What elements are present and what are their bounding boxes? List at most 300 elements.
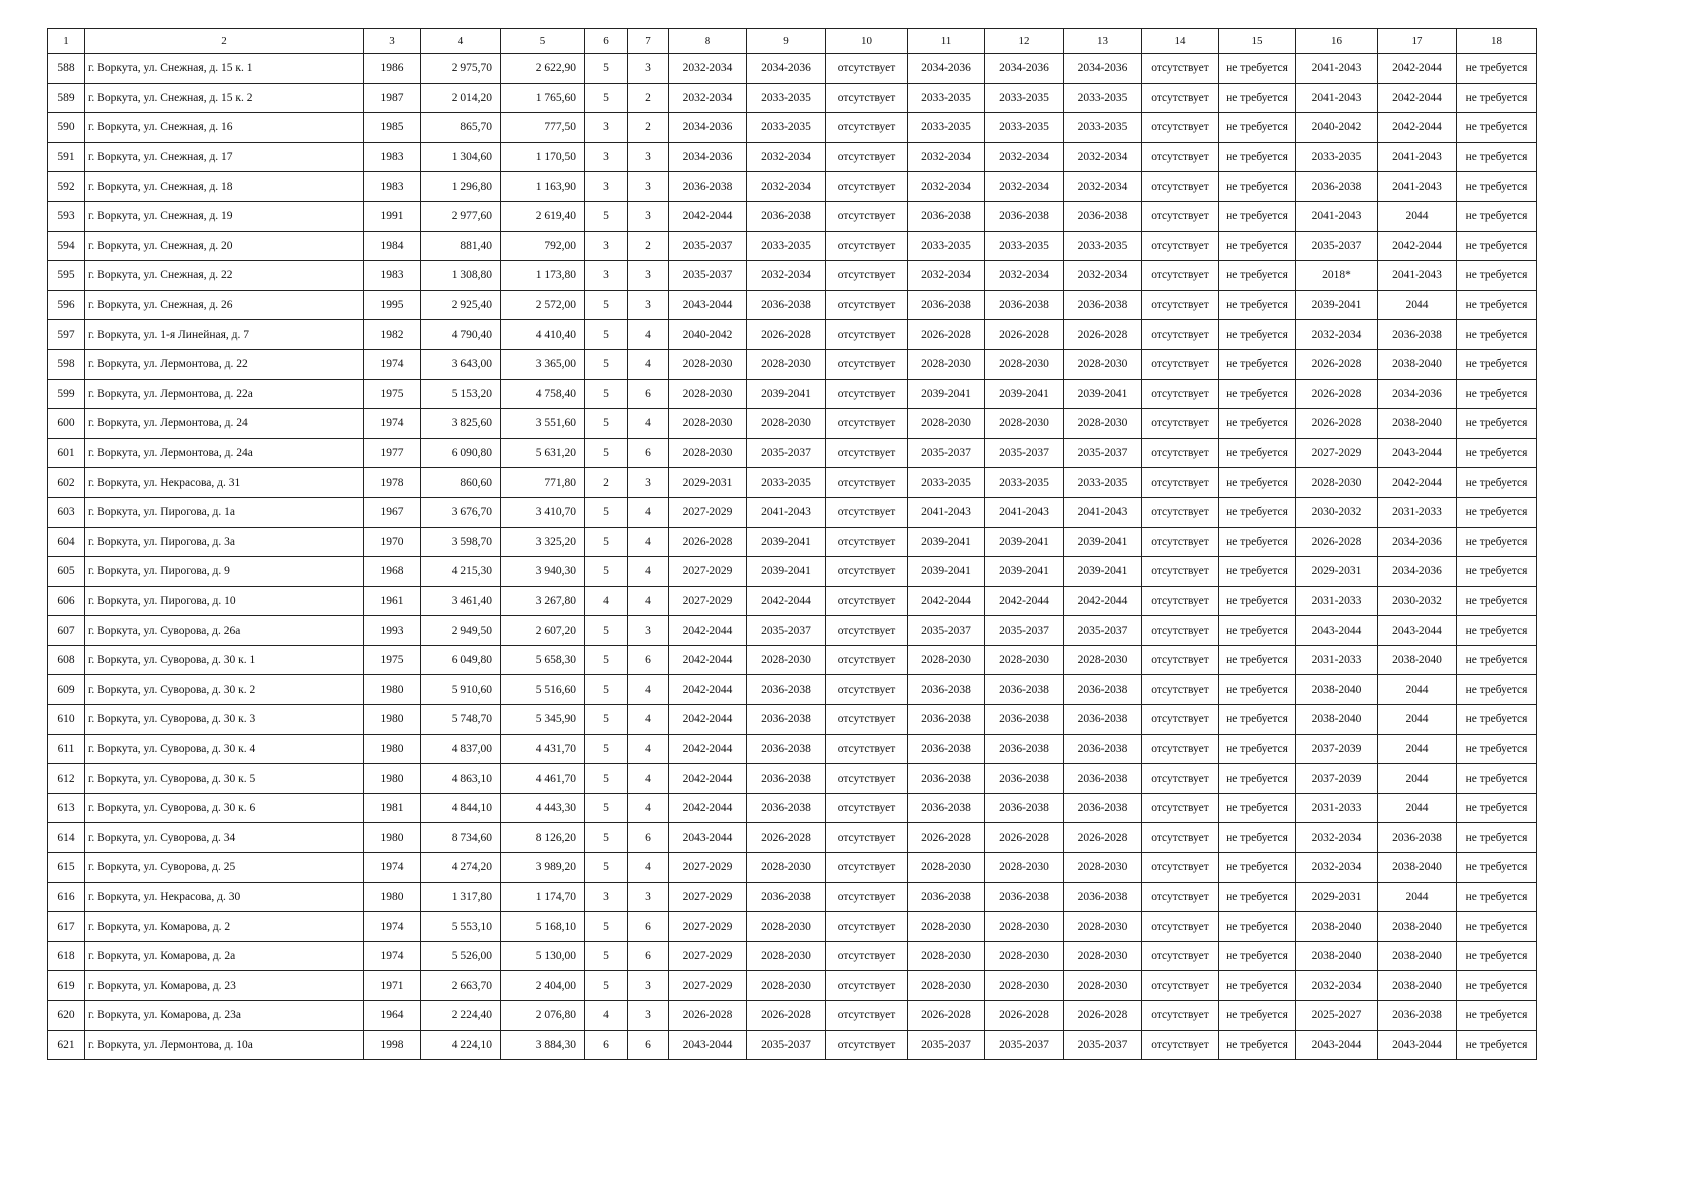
table-cell-col-15: не требуется bbox=[1219, 83, 1296, 113]
table-cell-col-6: 6 bbox=[585, 1030, 628, 1060]
table-cell-col-2: г. Воркута, ул. Снежная, д. 15 к. 2 bbox=[85, 83, 364, 113]
table-cell-col-4: 3 643,00 bbox=[421, 349, 501, 379]
table-cell-col-9: 2035-2037 bbox=[747, 1030, 826, 1060]
table-cell-col-7: 4 bbox=[628, 557, 669, 587]
table-cell-col-15: не требуется bbox=[1219, 645, 1296, 675]
table-cell-col-11: 2028-2030 bbox=[908, 941, 985, 971]
table-cell-col-18: не требуется bbox=[1457, 438, 1537, 468]
table-cell-col-2: г. Воркута, ул. Пирогова, д. 10 bbox=[85, 586, 364, 616]
table-cell-col-3: 1995 bbox=[364, 290, 421, 320]
table-cell-col-14: отсутствует bbox=[1142, 645, 1219, 675]
table-cell-col-5: 3 365,00 bbox=[501, 349, 585, 379]
table-cell-col-12: 2033-2035 bbox=[985, 468, 1064, 498]
table-cell-col-18: не требуется bbox=[1457, 853, 1537, 883]
table-cell-col-16: 2032-2034 bbox=[1296, 853, 1378, 883]
table-cell-col-2: г. Воркута, ул. Снежная, д. 22 bbox=[85, 261, 364, 291]
table-cell-col-16: 2026-2028 bbox=[1296, 379, 1378, 409]
table-cell-col-4: 2 925,40 bbox=[421, 290, 501, 320]
table-cell-col-6: 5 bbox=[585, 734, 628, 764]
table-cell-col-12: 2028-2030 bbox=[985, 349, 1064, 379]
table-cell-col-17: 2044 bbox=[1378, 201, 1457, 231]
table-cell-col-1: 615 bbox=[48, 853, 85, 883]
table-cell-col-14: отсутствует bbox=[1142, 853, 1219, 883]
table-cell-col-2: г. Воркута, ул. Суворова, д. 30 к. 3 bbox=[85, 705, 364, 735]
table-cell-col-8: 2027-2029 bbox=[669, 882, 747, 912]
table-cell-col-6: 5 bbox=[585, 705, 628, 735]
table-cell-col-10: отсутствует bbox=[826, 1030, 908, 1060]
table-cell-col-17: 2036-2038 bbox=[1378, 1001, 1457, 1031]
table-cell-col-2: г. Воркута, ул. Лермонтова, д. 24а bbox=[85, 438, 364, 468]
table-cell-col-7: 3 bbox=[628, 290, 669, 320]
table-cell-col-18: не требуется bbox=[1457, 941, 1537, 971]
table-cell-col-5: 4 758,40 bbox=[501, 379, 585, 409]
table-cell-col-16: 2041-2043 bbox=[1296, 201, 1378, 231]
table-cell-col-12: 2036-2038 bbox=[985, 764, 1064, 794]
table-cell-col-1: 616 bbox=[48, 882, 85, 912]
table-cell-col-8: 2043-2044 bbox=[669, 290, 747, 320]
table-cell-col-4: 4 215,30 bbox=[421, 557, 501, 587]
table-cell-col-16: 2032-2034 bbox=[1296, 971, 1378, 1001]
table-cell-col-13: 2028-2030 bbox=[1064, 941, 1142, 971]
table-cell-col-3: 1981 bbox=[364, 793, 421, 823]
table-cell-col-1: 588 bbox=[48, 54, 85, 84]
table-cell-col-9: 2036-2038 bbox=[747, 675, 826, 705]
table-cell-col-12: 2039-2041 bbox=[985, 557, 1064, 587]
table-cell-col-13: 2036-2038 bbox=[1064, 705, 1142, 735]
table-cell-col-6: 5 bbox=[585, 941, 628, 971]
table-cell-col-17: 2042-2044 bbox=[1378, 113, 1457, 143]
table-cell-col-5: 3 940,30 bbox=[501, 557, 585, 587]
table-cell-col-9: 2042-2044 bbox=[747, 586, 826, 616]
table-cell-col-18: не требуется bbox=[1457, 823, 1537, 853]
table-cell-col-2: г. Воркута, ул. Суворова, д. 30 к. 5 bbox=[85, 764, 364, 794]
table-cell-col-12: 2036-2038 bbox=[985, 201, 1064, 231]
table-cell-col-2: г. Воркута, ул. 1-я Линейная, д. 7 bbox=[85, 320, 364, 350]
table-cell-col-17: 2044 bbox=[1378, 675, 1457, 705]
table-cell-col-18: не требуется bbox=[1457, 231, 1537, 261]
table-cell-col-3: 1961 bbox=[364, 586, 421, 616]
table-cell-col-16: 2035-2037 bbox=[1296, 231, 1378, 261]
table-cell-col-11: 2026-2028 bbox=[908, 320, 985, 350]
table-cell-col-11: 2035-2037 bbox=[908, 1030, 985, 1060]
table-cell-col-5: 5 658,30 bbox=[501, 645, 585, 675]
table-cell-col-11: 2036-2038 bbox=[908, 290, 985, 320]
table-cell-col-6: 3 bbox=[585, 142, 628, 172]
table-cell-col-17: 2038-2040 bbox=[1378, 645, 1457, 675]
table-cell-col-6: 5 bbox=[585, 379, 628, 409]
table-cell-col-13: 2039-2041 bbox=[1064, 527, 1142, 557]
table-cell-col-16: 2018* bbox=[1296, 261, 1378, 291]
table-cell-col-10: отсутствует bbox=[826, 379, 908, 409]
table-cell-col-16: 2036-2038 bbox=[1296, 172, 1378, 202]
table-cell-col-3: 1982 bbox=[364, 320, 421, 350]
table-cell-col-18: не требуется bbox=[1457, 675, 1537, 705]
table-cell-col-16: 2031-2033 bbox=[1296, 586, 1378, 616]
table-row bbox=[48, 409, 1537, 439]
table-cell-col-15: не требуется bbox=[1219, 379, 1296, 409]
table-cell-col-9: 2034-2036 bbox=[747, 54, 826, 84]
table-cell-col-18: не требуется bbox=[1457, 705, 1537, 735]
table-cell-col-10: отсутствует bbox=[826, 83, 908, 113]
table-cell-col-5: 3 267,80 bbox=[501, 586, 585, 616]
table-cell-col-16: 2032-2034 bbox=[1296, 320, 1378, 350]
table-cell-col-10: отсутствует bbox=[826, 468, 908, 498]
table-cell-col-15: не требуется bbox=[1219, 557, 1296, 587]
column-number-header: 6 bbox=[585, 29, 628, 54]
table-cell-col-11: 2036-2038 bbox=[908, 675, 985, 705]
table-cell-col-15: не требуется bbox=[1219, 349, 1296, 379]
table-cell-col-16: 2026-2028 bbox=[1296, 349, 1378, 379]
table-cell-col-18: не требуется bbox=[1457, 113, 1537, 143]
table-cell-col-12: 2032-2034 bbox=[985, 142, 1064, 172]
table-cell-col-11: 2035-2037 bbox=[908, 616, 985, 646]
table-cell-col-18: не требуется bbox=[1457, 349, 1537, 379]
table-cell-col-12: 2036-2038 bbox=[985, 734, 1064, 764]
table-cell-col-6: 5 bbox=[585, 675, 628, 705]
table-cell-col-16: 2026-2028 bbox=[1296, 409, 1378, 439]
table-cell-col-16: 2031-2033 bbox=[1296, 793, 1378, 823]
table-cell-col-8: 2042-2044 bbox=[669, 734, 747, 764]
table-cell-col-3: 1975 bbox=[364, 645, 421, 675]
table-cell-col-3: 1974 bbox=[364, 912, 421, 942]
table-body bbox=[48, 29, 1537, 1060]
table-cell-col-11: 2033-2035 bbox=[908, 113, 985, 143]
column-number-header: 3 bbox=[364, 29, 421, 54]
table-cell-col-13: 2028-2030 bbox=[1064, 971, 1142, 1001]
table-cell-col-3: 1974 bbox=[364, 409, 421, 439]
table-row bbox=[48, 1001, 1537, 1031]
table-row bbox=[48, 882, 1537, 912]
table-cell-col-15: не требуется bbox=[1219, 734, 1296, 764]
table-cell-col-7: 3 bbox=[628, 971, 669, 1001]
column-number-header: 17 bbox=[1378, 29, 1457, 54]
table-cell-col-3: 1980 bbox=[364, 764, 421, 794]
table-cell-col-16: 2037-2039 bbox=[1296, 734, 1378, 764]
table-cell-col-10: отсутствует bbox=[826, 261, 908, 291]
table-cell-col-8: 2034-2036 bbox=[669, 113, 747, 143]
table-cell-col-9: 2026-2028 bbox=[747, 1001, 826, 1031]
table-cell-col-5: 2 622,90 bbox=[501, 54, 585, 84]
table-cell-col-1: 620 bbox=[48, 1001, 85, 1031]
table-cell-col-1: 595 bbox=[48, 261, 85, 291]
table-cell-col-13: 2033-2035 bbox=[1064, 231, 1142, 261]
table-cell-col-5: 3 884,30 bbox=[501, 1030, 585, 1060]
table-cell-col-6: 5 bbox=[585, 438, 628, 468]
table-cell-col-14: отсутствует bbox=[1142, 586, 1219, 616]
table-cell-col-18: не требуется bbox=[1457, 142, 1537, 172]
table-row bbox=[48, 142, 1537, 172]
table-cell-col-9: 2041-2043 bbox=[747, 497, 826, 527]
table-cell-col-5: 2 076,80 bbox=[501, 1001, 585, 1031]
table-cell-col-7: 2 bbox=[628, 113, 669, 143]
table-row bbox=[48, 113, 1537, 143]
table-cell-col-1: 605 bbox=[48, 557, 85, 587]
table-cell-col-15: не требуется bbox=[1219, 705, 1296, 735]
column-number-header-row bbox=[48, 29, 1537, 54]
table-cell-col-8: 2028-2030 bbox=[669, 379, 747, 409]
table-cell-col-12: 2032-2034 bbox=[985, 172, 1064, 202]
table-cell-col-15: не требуется bbox=[1219, 231, 1296, 261]
table-cell-col-15: не требуется bbox=[1219, 438, 1296, 468]
table-cell-col-1: 619 bbox=[48, 971, 85, 1001]
table-cell-col-17: 2042-2044 bbox=[1378, 231, 1457, 261]
table-cell-col-9: 2035-2037 bbox=[747, 438, 826, 468]
table-cell-col-17: 2038-2040 bbox=[1378, 853, 1457, 883]
table-cell-col-4: 5 910,60 bbox=[421, 675, 501, 705]
table-row bbox=[48, 231, 1537, 261]
table-cell-col-9: 2033-2035 bbox=[747, 113, 826, 143]
table-cell-col-5: 2 607,20 bbox=[501, 616, 585, 646]
table-cell-col-7: 6 bbox=[628, 1030, 669, 1060]
table-cell-col-2: г. Воркута, ул. Суворова, д. 30 к. 1 bbox=[85, 645, 364, 675]
table-cell-col-12: 2026-2028 bbox=[985, 1001, 1064, 1031]
table-cell-col-9: 2028-2030 bbox=[747, 941, 826, 971]
table-cell-col-14: отсутствует bbox=[1142, 616, 1219, 646]
table-row bbox=[48, 586, 1537, 616]
table-cell-col-7: 6 bbox=[628, 912, 669, 942]
table-cell-col-6: 5 bbox=[585, 645, 628, 675]
table-cell-col-3: 1968 bbox=[364, 557, 421, 587]
table-cell-col-16: 2038-2040 bbox=[1296, 912, 1378, 942]
table-cell-col-7: 6 bbox=[628, 823, 669, 853]
table-cell-col-18: не требуется bbox=[1457, 1001, 1537, 1031]
table-cell-col-11: 2039-2041 bbox=[908, 379, 985, 409]
column-number-header: 11 bbox=[908, 29, 985, 54]
table-cell-col-2: г. Воркута, ул. Некрасова, д. 30 bbox=[85, 882, 364, 912]
table-cell-col-17: 2036-2038 bbox=[1378, 320, 1457, 350]
table-cell-col-6: 5 bbox=[585, 83, 628, 113]
table-cell-col-15: не требуется bbox=[1219, 675, 1296, 705]
table-cell-col-8: 2043-2044 bbox=[669, 823, 747, 853]
table-cell-col-11: 2028-2030 bbox=[908, 409, 985, 439]
table-cell-col-13: 2032-2034 bbox=[1064, 261, 1142, 291]
table-cell-col-12: 2035-2037 bbox=[985, 616, 1064, 646]
table-cell-col-12: 2033-2035 bbox=[985, 231, 1064, 261]
table-cell-col-12: 2036-2038 bbox=[985, 882, 1064, 912]
column-number-header: 5 bbox=[501, 29, 585, 54]
table-cell-col-13: 2036-2038 bbox=[1064, 675, 1142, 705]
table-cell-col-1: 590 bbox=[48, 113, 85, 143]
table-cell-col-14: отсутствует bbox=[1142, 349, 1219, 379]
table-cell-col-9: 2026-2028 bbox=[747, 823, 826, 853]
table-cell-col-8: 2026-2028 bbox=[669, 1001, 747, 1031]
table-cell-col-13: 2033-2035 bbox=[1064, 113, 1142, 143]
table-cell-col-10: отсутствует bbox=[826, 853, 908, 883]
table-cell-col-7: 4 bbox=[628, 586, 669, 616]
table-cell-col-17: 2038-2040 bbox=[1378, 912, 1457, 942]
table-cell-col-14: отсутствует bbox=[1142, 1001, 1219, 1031]
table-cell-col-17: 2044 bbox=[1378, 882, 1457, 912]
table-cell-col-4: 4 863,10 bbox=[421, 764, 501, 794]
column-number-header: 10 bbox=[826, 29, 908, 54]
table-cell-col-10: отсутствует bbox=[826, 764, 908, 794]
column-number-header: 7 bbox=[628, 29, 669, 54]
table-cell-col-5: 4 443,30 bbox=[501, 793, 585, 823]
table-cell-col-14: отсутствует bbox=[1142, 379, 1219, 409]
table-cell-col-1: 594 bbox=[48, 231, 85, 261]
table-cell-col-11: 2028-2030 bbox=[908, 349, 985, 379]
table-cell-col-18: не требуется bbox=[1457, 616, 1537, 646]
table-cell-col-3: 1983 bbox=[364, 142, 421, 172]
table-cell-col-9: 2032-2034 bbox=[747, 142, 826, 172]
table-cell-col-12: 2041-2043 bbox=[985, 497, 1064, 527]
table-row bbox=[48, 172, 1537, 202]
table-row bbox=[48, 261, 1537, 291]
table-cell-col-4: 5 748,70 bbox=[421, 705, 501, 735]
table-cell-col-3: 1974 bbox=[364, 349, 421, 379]
table-cell-col-17: 2043-2044 bbox=[1378, 1030, 1457, 1060]
table-cell-col-5: 3 551,60 bbox=[501, 409, 585, 439]
table-cell-col-16: 2038-2040 bbox=[1296, 941, 1378, 971]
table-cell-col-16: 2026-2028 bbox=[1296, 527, 1378, 557]
table-cell-col-12: 2039-2041 bbox=[985, 527, 1064, 557]
table-cell-col-7: 3 bbox=[628, 201, 669, 231]
table-cell-col-13: 2039-2041 bbox=[1064, 557, 1142, 587]
table-cell-col-6: 5 bbox=[585, 320, 628, 350]
table-cell-col-17: 2043-2044 bbox=[1378, 616, 1457, 646]
table-cell-col-3: 1983 bbox=[364, 172, 421, 202]
table-cell-col-13: 2028-2030 bbox=[1064, 349, 1142, 379]
table-cell-col-8: 2029-2031 bbox=[669, 468, 747, 498]
table-cell-col-7: 4 bbox=[628, 853, 669, 883]
table-cell-col-9: 2028-2030 bbox=[747, 349, 826, 379]
table-cell-col-13: 2033-2035 bbox=[1064, 83, 1142, 113]
table-cell-col-6: 3 bbox=[585, 882, 628, 912]
table-cell-col-10: отсутствует bbox=[826, 438, 908, 468]
table-row bbox=[48, 1030, 1537, 1060]
table-cell-col-13: 2028-2030 bbox=[1064, 409, 1142, 439]
table-cell-col-5: 5 130,00 bbox=[501, 941, 585, 971]
table-cell-col-6: 5 bbox=[585, 971, 628, 1001]
table-cell-col-18: не требуется bbox=[1457, 912, 1537, 942]
table-cell-col-4: 4 837,00 bbox=[421, 734, 501, 764]
table-cell-col-8: 2027-2029 bbox=[669, 971, 747, 1001]
table-cell-col-2: г. Воркута, ул. Суворова, д. 30 к. 6 bbox=[85, 793, 364, 823]
table-row bbox=[48, 853, 1537, 883]
table-cell-col-9: 2036-2038 bbox=[747, 201, 826, 231]
table-cell-col-1: 603 bbox=[48, 497, 85, 527]
table-cell-col-10: отсутствует bbox=[826, 616, 908, 646]
table-cell-col-11: 2032-2034 bbox=[908, 142, 985, 172]
table-cell-col-7: 4 bbox=[628, 527, 669, 557]
column-number-header: 18 bbox=[1457, 29, 1537, 54]
table-cell-col-12: 2033-2035 bbox=[985, 83, 1064, 113]
column-number-header: 16 bbox=[1296, 29, 1378, 54]
table-cell-col-16: 2038-2040 bbox=[1296, 675, 1378, 705]
table-cell-col-14: отсутствует bbox=[1142, 201, 1219, 231]
table-cell-col-6: 3 bbox=[585, 231, 628, 261]
table-cell-col-6: 3 bbox=[585, 113, 628, 143]
table-cell-col-9: 2033-2035 bbox=[747, 231, 826, 261]
table-cell-col-11: 2042-2044 bbox=[908, 586, 985, 616]
table-cell-col-17: 2042-2044 bbox=[1378, 54, 1457, 84]
table-cell-col-18: не требуется bbox=[1457, 764, 1537, 794]
table-cell-col-4: 2 949,50 bbox=[421, 616, 501, 646]
table-cell-col-11: 2036-2038 bbox=[908, 882, 985, 912]
table-cell-col-13: 2026-2028 bbox=[1064, 823, 1142, 853]
table-cell-col-15: не требуется bbox=[1219, 616, 1296, 646]
table-cell-col-18: не требуется bbox=[1457, 320, 1537, 350]
table-cell-col-9: 2032-2034 bbox=[747, 261, 826, 291]
table-cell-col-11: 2036-2038 bbox=[908, 734, 985, 764]
table-row bbox=[48, 557, 1537, 587]
table-cell-col-5: 4 431,70 bbox=[501, 734, 585, 764]
table-cell-col-4: 865,70 bbox=[421, 113, 501, 143]
table-cell-col-2: г. Воркута, ул. Комарова, д. 23а bbox=[85, 1001, 364, 1031]
table-cell-col-4: 2 224,40 bbox=[421, 1001, 501, 1031]
table-cell-col-7: 3 bbox=[628, 1001, 669, 1031]
table-cell-col-1: 596 bbox=[48, 290, 85, 320]
table-cell-col-4: 1 304,60 bbox=[421, 142, 501, 172]
table-cell-col-13: 2036-2038 bbox=[1064, 290, 1142, 320]
table-cell-col-17: 2036-2038 bbox=[1378, 823, 1457, 853]
table-cell-col-10: отсутствует bbox=[826, 142, 908, 172]
table-cell-col-14: отсутствует bbox=[1142, 675, 1219, 705]
table-cell-col-8: 2032-2034 bbox=[669, 54, 747, 84]
table-cell-col-16: 2027-2029 bbox=[1296, 438, 1378, 468]
table-cell-col-3: 1986 bbox=[364, 54, 421, 84]
table-cell-col-3: 1980 bbox=[364, 705, 421, 735]
table-row bbox=[48, 734, 1537, 764]
table-cell-col-4: 2 014,20 bbox=[421, 83, 501, 113]
table-cell-col-6: 5 bbox=[585, 557, 628, 587]
table-cell-col-14: отсутствует bbox=[1142, 54, 1219, 84]
table-cell-col-14: отсутствует bbox=[1142, 438, 1219, 468]
table-cell-col-11: 2032-2034 bbox=[908, 261, 985, 291]
table-cell-col-13: 2036-2038 bbox=[1064, 201, 1142, 231]
table-cell-col-17: 2038-2040 bbox=[1378, 349, 1457, 379]
table-cell-col-2: г. Воркута, ул. Суворова, д. 26а bbox=[85, 616, 364, 646]
table-cell-col-6: 5 bbox=[585, 912, 628, 942]
table-cell-col-13: 2039-2041 bbox=[1064, 379, 1142, 409]
table-cell-col-6: 5 bbox=[585, 616, 628, 646]
table-cell-col-11: 2026-2028 bbox=[908, 823, 985, 853]
table-cell-col-13: 2028-2030 bbox=[1064, 853, 1142, 883]
table-cell-col-7: 3 bbox=[628, 54, 669, 84]
table-cell-col-15: не требуется bbox=[1219, 320, 1296, 350]
table-cell-col-14: отсутствует bbox=[1142, 172, 1219, 202]
table-cell-col-14: отсутствует bbox=[1142, 941, 1219, 971]
table-cell-col-11: 2028-2030 bbox=[908, 912, 985, 942]
table-cell-col-15: не требуется bbox=[1219, 113, 1296, 143]
table-cell-col-14: отсутствует bbox=[1142, 527, 1219, 557]
table-cell-col-13: 2032-2034 bbox=[1064, 172, 1142, 202]
table-cell-col-16: 2029-2031 bbox=[1296, 557, 1378, 587]
table-cell-col-18: не требуется bbox=[1457, 54, 1537, 84]
table-cell-col-12: 2032-2034 bbox=[985, 261, 1064, 291]
table-cell-col-10: отсутствует bbox=[826, 734, 908, 764]
table-cell-col-1: 618 bbox=[48, 941, 85, 971]
table-row bbox=[48, 379, 1537, 409]
table-cell-col-7: 6 bbox=[628, 438, 669, 468]
table-cell-col-4: 4 790,40 bbox=[421, 320, 501, 350]
table-cell-col-11: 2028-2030 bbox=[908, 971, 985, 1001]
table-cell-col-15: не требуется bbox=[1219, 172, 1296, 202]
column-number-header: 14 bbox=[1142, 29, 1219, 54]
table-cell-col-13: 2035-2037 bbox=[1064, 438, 1142, 468]
table-cell-col-9: 2036-2038 bbox=[747, 290, 826, 320]
table-cell-col-15: не требуется bbox=[1219, 853, 1296, 883]
table-cell-col-2: г. Воркута, ул. Комарова, д. 2а bbox=[85, 941, 364, 971]
table-cell-col-15: не требуется bbox=[1219, 290, 1296, 320]
table-cell-col-10: отсутствует bbox=[826, 941, 908, 971]
table-cell-col-9: 2036-2038 bbox=[747, 764, 826, 794]
column-number-header: 13 bbox=[1064, 29, 1142, 54]
table-cell-col-6: 2 bbox=[585, 468, 628, 498]
table-cell-col-10: отсутствует bbox=[826, 912, 908, 942]
table-row bbox=[48, 912, 1537, 942]
table-cell-col-3: 1974 bbox=[364, 853, 421, 883]
